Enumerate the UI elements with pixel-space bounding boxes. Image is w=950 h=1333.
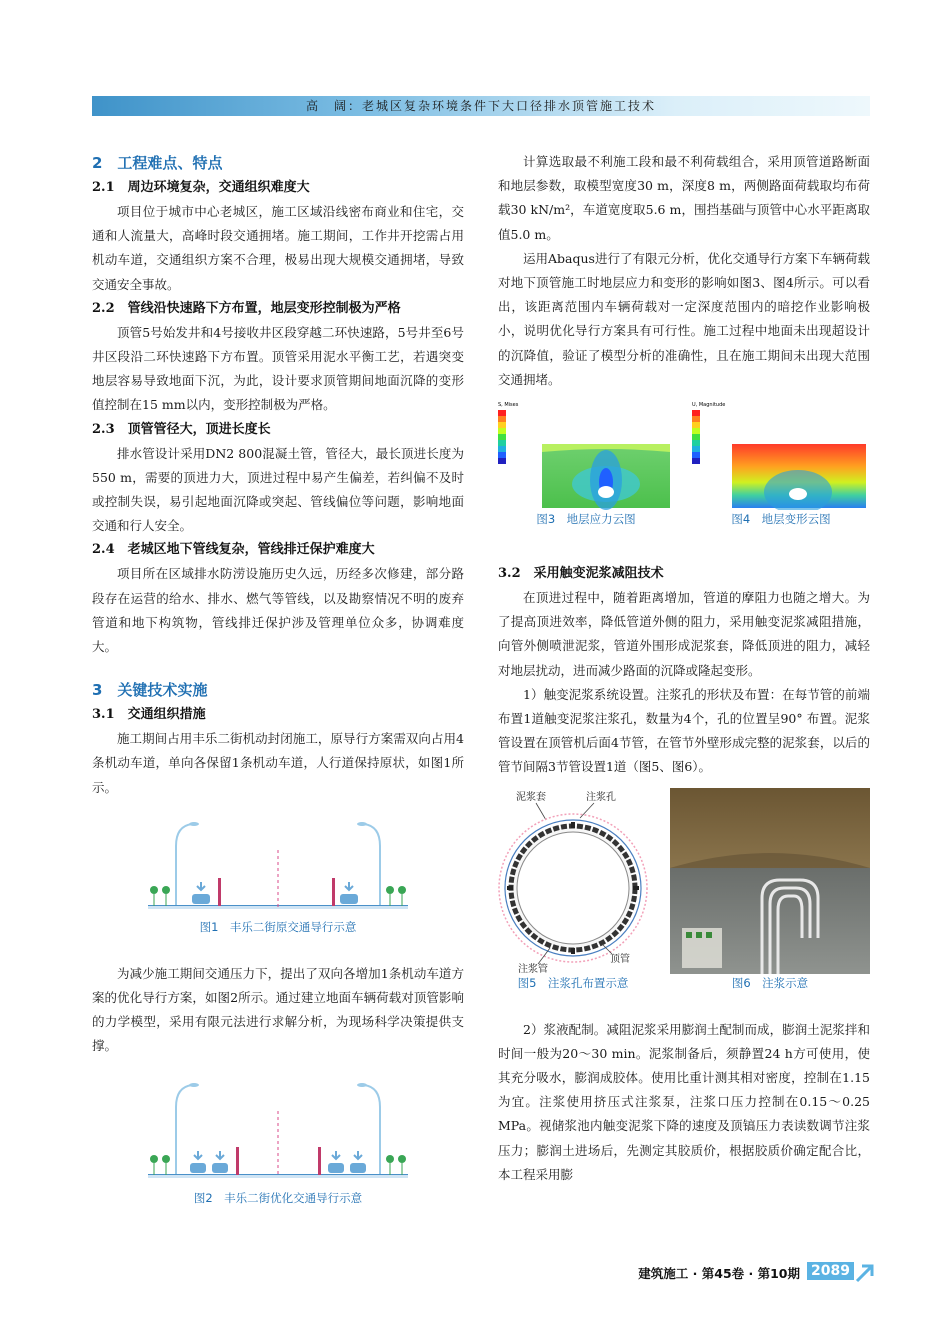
subsection-2-2-heading: 2.2 管线沿快速路下方布置，地层变形控制极为严格 (92, 300, 401, 316)
road-cross-section-optimized (92, 1077, 464, 1189)
figure-2 (92, 1077, 464, 1207)
subsection-2-1-heading: 2.1 周边环境复杂，交通组织难度大 (92, 180, 310, 195)
paragraph-3-1-c: 计算选取最不利施工段和最不利荷载组合，采用顶管道路断面和地层参数，取模型宽度30 m，深度8 m，两侧路面荷载取均布荷载30 kN/m²，车道宽度取5.6 m，围挡基础与顶管中心水平距离取值5.0 m。 (498, 154, 870, 242)
running-header: 高 阔：老城区复杂环境条件下大口径排水顶管施工技术 (305, 99, 656, 113)
figure-5 (498, 788, 648, 992)
label-slurry-jacket: 泥浆套 (516, 791, 546, 803)
paragraph-3-1-d: 运用Abaqus进行了有限元分析，优化交通导行方案下车辆荷载对地下顶管施工时地层应力和变形的影响如图3、图4所示。可以看出，该距离范围内车辆荷载对一定深度范围内的暗挖作业影响极小，说明优化导行方案具有可行性。施工过程中地面未出现超设计的沉降值，验证了模型分析的准确性，且在施工期间未出现大范围交通拥堵。 (498, 250, 870, 387)
figure-5-caption: 图5 注浆孔布置示意 (517, 975, 629, 990)
label-grout-pipe: 注浆管 (518, 963, 548, 974)
paragraph-3-2-c: 2）浆液配制。减阻泥浆采用膨润土配制而成，膨润土泥浆拌和时间一般为20～30 min。泥浆制备后，须静置24 h方可使用，使其充分吸水，膨润成胶体。使用比重计测其相对密度，控制在1.15为宜。注浆使用挤压式注浆泵，注浆口压力控制在0.15～0.25 MPa。视储浆池内触变泥浆下降的速度及顶镐压力表读数调节注浆压力；膨润土进场后，先测定其胶质价，根据胶质价确定配合比，本工程采用膨 (498, 1021, 870, 1182)
figure-4 (692, 400, 870, 528)
fig4-legend-title: U, Magnitude (692, 402, 726, 409)
label-jacking-pipe: 顶管 (610, 953, 630, 965)
deformation-contour-plot (692, 400, 870, 510)
left-column (92, 150, 464, 1207)
road-cross-section-original (92, 818, 464, 918)
figures-5-6 (498, 788, 870, 998)
page-number: 2089 (807, 1262, 854, 1280)
subsection-3-1-heading: 3.1 交通组织措施 (92, 707, 206, 723)
figure-1-caption: 图1 丰乐二街原交通导行示意 (199, 919, 357, 934)
subsection-2-4-heading: 2.4 老城区地下管线复杂，管线排迁保护难度大 (92, 542, 375, 558)
right-column (498, 150, 870, 1187)
paragraph-3-1-b: 为减少施工期间交通压力下，提出了双向各增加1条机动车道方案的优化导行方案，如图2所示。通过建立地面车辆荷载对顶管影响的力学模型，采用有限元法进行求解分析，为现场科学决策提供支撑。 (92, 965, 464, 1054)
label-grout-hole: 注浆孔 (586, 791, 616, 803)
section-2-heading: 2 工程难点、特点 (92, 154, 223, 172)
figure-1 (92, 818, 464, 936)
paragraph-3-2-b: 1）触变泥浆系统设置。注浆孔的形状及布置：在每节管的前端布置1道触变泥浆注浆孔，数量为4个，孔的位置呈90° 布置。泥浆管设置在顶管机后面4节管，在管节外壁形成完整的泥浆套，以后的管节间隔3节管设置1道（图5、图6）。 (498, 686, 870, 775)
subsection-2-3-heading: 2.3 顶管管径大，顶进长度长 (92, 421, 271, 437)
arrow-icon (854, 1262, 876, 1284)
paragraph-2-2: 顶管5号始发井和4号接收井区段穿越二环快速路，5号井至6号井区段沿二环快速路下方布置。顶管采用泥水平衡工艺，若遇突变地层容易导致地面下沉，为此，设计要求顶管期间地面沉降的变形值控制在15 mm以内，变形控制极为严格。 (92, 324, 464, 413)
stress-contour-plot (498, 400, 674, 510)
figure-3 (498, 400, 674, 528)
figure-3-caption: 图3 地层应力云图 (536, 512, 636, 527)
page-footer (640, 1262, 876, 1286)
figure-2-caption: 图2 丰乐二街优化交通导行示意 (193, 1190, 363, 1205)
figure-6-caption: 图6 注浆示意 (731, 975, 809, 990)
section-3-heading: 3 关键技术实施 (92, 681, 208, 700)
paragraph-2-3: 排水管设计采用DN2 800混凝土管，管径大，最长顶进长度为550 m，需要的顶进力大，顶进过程中易产生偏差，若纠偏不及时或控制失误，易引起地面沉降或突起、管线偏位等问题，影响地面交通和行人安全。 (92, 445, 464, 534)
figures-3-4 (498, 400, 870, 548)
paragraph-3-1-a: 施工期间占用丰乐二街机动封闭施工，原导行方案需双向占用4条机动车道，单向各保留1条机动车道，人行道保持原状，如图1所示。 (92, 731, 464, 795)
grout-hole-layout-diagram (498, 788, 648, 974)
subsection-3-2-heading: 3.2 采用触变泥浆减阻技术 (498, 566, 664, 582)
paragraph-3-2-a: 在顶进过程中，随着距离增加，管道的摩阻力也随之增大。为了提高顶进效率，降低管道外侧的阻力，采用触变泥浆减阻措施，向管外侧喷泄泥浆，管道外围形成泥浆套，降低顶进的阻力，减轻对地层扰动，进而减少路面的沉降或隆起变形。 (498, 590, 870, 678)
paragraph-2-1: 项目位于城市中心老城区，施工区域沿线密布商业和住宅，交通和人流量大，高峰时段交通拥堵。施工期间，工作井开挖需占用机动车道，交通组织方案不合理，极易出现大规模交通拥堵，导致交通安全事故。 (92, 204, 464, 292)
journal-info: 建筑施工 · 第45卷 · 第10期 (638, 1266, 800, 1281)
paragraph-2-4: 项目所在区域排水防涝设施历史久远，历经多次修建，部分路段存在运营的给水、排水、燃气等管线，以及勘察情况不明的废弃管道和地下构筑物，管线排迁保护涉及管理单位众多，协调难度大。 (92, 566, 464, 655)
figure-4-caption: 图4 地层变形云图 (731, 512, 831, 527)
fig3-legend-title: S, Mises (498, 402, 519, 409)
figure-6 (670, 788, 870, 992)
grouting-photo (670, 788, 870, 974)
